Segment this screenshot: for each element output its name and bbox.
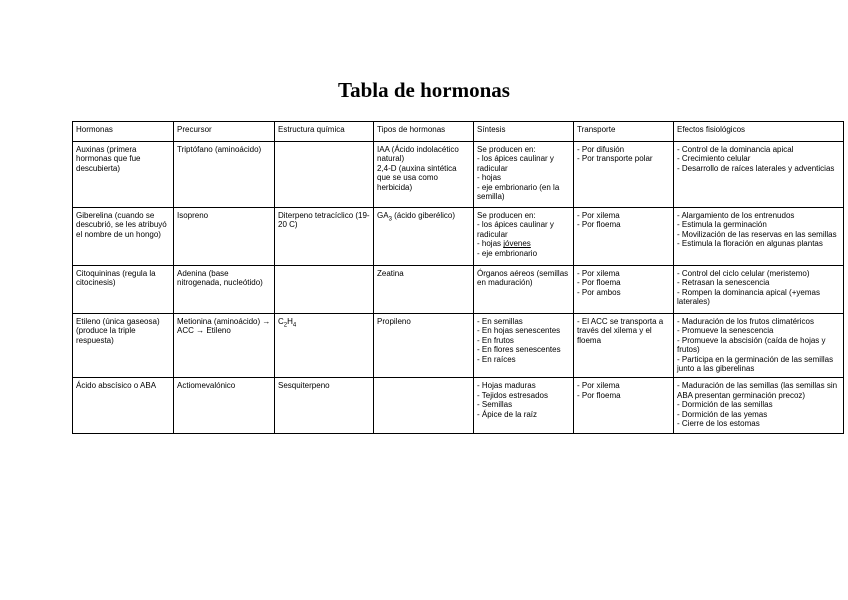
cell-line: - Crecimiento celular bbox=[677, 154, 751, 164]
cell-precursor: Isopreno bbox=[174, 208, 275, 266]
formula-h: H bbox=[287, 317, 293, 326]
cell-precursor: Actiomevalónico bbox=[174, 378, 275, 434]
cell-sintesis bbox=[474, 142, 574, 208]
cell-line: Se producen en: bbox=[477, 145, 536, 154]
cell-precursor: Triptófano (aminoácido) bbox=[174, 142, 275, 208]
table-row bbox=[73, 378, 844, 434]
cell-line: - Hojas maduras bbox=[477, 381, 536, 391]
cell-efectos bbox=[674, 378, 844, 434]
cell-line: - los ápices caulinar y radicular bbox=[477, 154, 554, 173]
cell-sintesis bbox=[474, 314, 574, 378]
cell-line: - Ápice de la raíz bbox=[477, 409, 538, 419]
cell-line: 2,4-D (auxina sintética que se usa como herbicida) bbox=[377, 163, 457, 192]
cell-line: - eje embrionario (en la semilla) bbox=[477, 182, 560, 202]
header-sintesis: Síntesis bbox=[474, 122, 574, 142]
cell-tipos bbox=[374, 142, 474, 208]
hormones-table bbox=[72, 121, 844, 434]
cell-line: - Por difusión bbox=[577, 145, 625, 154]
header-estructura: Estructura química bbox=[275, 122, 374, 142]
cell-efectos bbox=[674, 208, 844, 266]
formula-c: C bbox=[278, 317, 284, 326]
cell-hormona: Etileno (única gaseosa) (produce la triple respuesta) bbox=[73, 314, 174, 378]
header-efectos: Efectos fisiológicos bbox=[674, 122, 844, 142]
cell-line: - Control del ciclo celular (meristemo) bbox=[677, 269, 810, 278]
cell-estructura: Sesquiterpeno bbox=[275, 378, 374, 434]
page-title: Tabla de hormonas bbox=[338, 78, 510, 102]
cell-line: - Dormición de las semillas bbox=[677, 400, 773, 410]
cell-line: - Cierre de los estomas bbox=[677, 419, 760, 429]
cell-line: - En flores senescentes bbox=[477, 345, 561, 355]
table-row bbox=[73, 314, 844, 378]
cell-line: - Movilización de las reservas en las semillas bbox=[677, 229, 837, 239]
cell-estructura: Diterpeno tetracíclico (19-20 C) bbox=[275, 208, 374, 266]
cell-line: - Por xilema bbox=[577, 381, 620, 391]
cell-efectos bbox=[674, 142, 844, 208]
cell-tipos bbox=[374, 208, 474, 266]
formula-suffix: (ácido giberélico) bbox=[391, 211, 456, 220]
header-precursor: Precursor bbox=[174, 122, 275, 142]
cell-line: - Retrasan la senescencia bbox=[677, 278, 770, 288]
header-transporte: Transporte bbox=[574, 122, 674, 142]
formula-ga: GA bbox=[377, 211, 389, 220]
cell-tipos bbox=[374, 314, 474, 378]
formula-subscript: 4 bbox=[292, 322, 297, 329]
cell-line: - En raíces bbox=[477, 354, 516, 364]
cell-line: - Desarrollo de raíces laterales y adventicias bbox=[677, 163, 835, 173]
cell-line: Zeatina bbox=[377, 269, 404, 278]
cell-line: - Maduración de las semillas (las semillas sin ABA presentan germinación precoz) bbox=[677, 381, 838, 400]
hojas-prefix: - hojas bbox=[477, 239, 504, 249]
cell-line: - Promueve la senescencia bbox=[677, 326, 774, 336]
cell-line: - Estimula la germinación bbox=[677, 220, 767, 230]
cell-line: - En hojas senescentes bbox=[477, 326, 561, 336]
table-row bbox=[73, 142, 844, 208]
table-row bbox=[73, 266, 844, 314]
underlined-word: jóvenes bbox=[503, 239, 531, 249]
cell-sintesis bbox=[474, 378, 574, 434]
cell-line bbox=[477, 239, 570, 248]
cell-line: - Por ambos bbox=[577, 287, 621, 297]
cell-line: Se producen en: bbox=[477, 211, 536, 220]
cell-efectos bbox=[674, 266, 844, 314]
cell-sintesis bbox=[474, 208, 574, 266]
cell-line: - Participa en la germinación de las semillas junto a las giberelinas bbox=[677, 354, 834, 374]
cell-hormona: Ácido abscísico o ABA bbox=[73, 378, 174, 434]
cell-line: - Rompen la dominancia apical (+yemas laterales) bbox=[677, 287, 820, 307]
cell-line: - Maduración de los frutos climatéricos bbox=[677, 317, 814, 326]
cell-line: - Por xilema bbox=[577, 269, 620, 278]
cell-estructura bbox=[275, 266, 374, 314]
cell-hormona: Giberelina (cuando se descubrió, se les atribuyó el nombre de un hongo) bbox=[73, 208, 174, 266]
cell-transporte bbox=[574, 378, 674, 434]
cell-line: - Semillas bbox=[477, 400, 513, 410]
cell-line: - Por transporte polar bbox=[577, 154, 653, 164]
cell-transporte bbox=[574, 266, 674, 314]
cell-transporte bbox=[574, 314, 674, 378]
header-tipos: Tipos de hormonas bbox=[374, 122, 474, 142]
cell-line: IAA (Ácido indolacético natural) bbox=[377, 145, 459, 164]
cell-estructura bbox=[275, 142, 374, 208]
cell-line: - los ápices caulinar y radicular bbox=[477, 220, 554, 239]
table-row bbox=[73, 208, 844, 266]
cell-line: - hojas bbox=[477, 173, 502, 183]
table-header-row bbox=[73, 122, 844, 142]
cell-precursor: Metionina (aminoácido) → ACC → Etileno bbox=[174, 314, 275, 378]
cell-line: - Dormición de las yemas bbox=[677, 409, 768, 419]
cell-line: - Promueve la abscisión (caída de hojas y frutos) bbox=[677, 335, 826, 355]
cell-line: - El ACC se transporta a través del xilema y el floema bbox=[577, 317, 664, 345]
cell-line: - Alargamiento de los entrenudos bbox=[677, 211, 795, 220]
cell-sintesis bbox=[474, 266, 574, 314]
cell-precursor: Adenina (base nitrogenada, nucleótido) bbox=[174, 266, 275, 314]
cell-tipos bbox=[374, 266, 474, 314]
cell-hormona: Auxinas (primera hormonas que fue descubierta) bbox=[73, 142, 174, 208]
formula-subscript: 2 bbox=[283, 322, 288, 329]
cell-line: - En semillas bbox=[477, 317, 523, 326]
cell-line: - Por floema bbox=[577, 220, 621, 230]
header-hormonas: Hormonas bbox=[73, 122, 174, 142]
cell-transporte bbox=[574, 142, 674, 208]
cell-hormona: Citoquininas (regula la citocinesis) bbox=[73, 266, 174, 314]
cell-transporte bbox=[574, 208, 674, 266]
cell-line: - Por floema bbox=[577, 278, 621, 288]
cell-efectos bbox=[674, 314, 844, 378]
cell-line: - Por xilema bbox=[577, 211, 620, 220]
cell-line: - Estimula la floración en algunas plantas bbox=[677, 239, 823, 249]
cell-estructura bbox=[275, 314, 374, 378]
cell-tipos bbox=[374, 378, 474, 434]
cell-line: Propileno bbox=[377, 317, 411, 326]
cell-line: - Por floema bbox=[577, 390, 621, 400]
cell-line: - En frutos bbox=[477, 335, 514, 345]
cell-line: - eje embrionario bbox=[477, 248, 538, 258]
formula-subscript: 3 bbox=[388, 216, 392, 223]
cell-line: - Control de la dominancia apical bbox=[677, 145, 794, 154]
cell-line: - Tejidos estresados bbox=[477, 390, 548, 400]
cell-line: Órganos aéreos (semillas en maduración) bbox=[477, 269, 569, 288]
